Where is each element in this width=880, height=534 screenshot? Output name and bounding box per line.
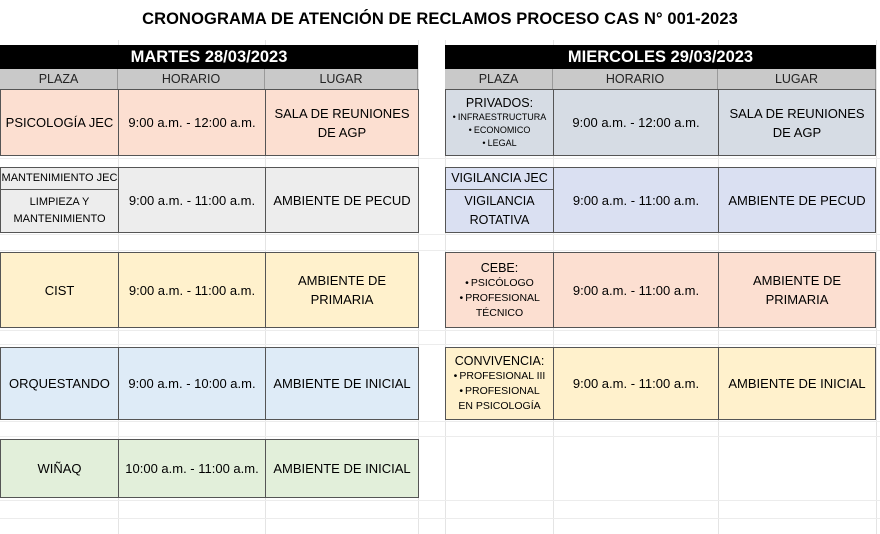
horario-cell: 9:00 a.m. - 11:00 a.m. (553, 167, 719, 233)
plaza-cell (445, 89, 554, 156)
lugar-cell: SALA DE REUNIONES DE AGP (265, 89, 419, 156)
plaza-cell: CIST (0, 252, 119, 328)
page-title: CRONOGRAMA DE ATENCIÓN DE RECLAMOS PROCESO CAS N° 001-2023 (142, 10, 738, 28)
day-header-tuesday: MARTES 28/03/2023 (0, 45, 418, 69)
plaza-cell (0, 167, 119, 233)
column-header-plaza: PLAZA (0, 69, 118, 89)
plaza-group-title: CONVIVENCIA: (454, 354, 545, 368)
lugar-cell: AMBIENTE DE PECUD (265, 167, 419, 233)
plaza-bottom-label: LIMPIEZA Y MANTENIMIENTO (13, 196, 106, 225)
lugar-cell: AMBIENTE DE INICIAL (265, 347, 419, 420)
column-header-horario: HORARIO (118, 69, 265, 89)
plaza-cell (445, 347, 554, 420)
horario-cell: 9:00 a.m. - 12:00 a.m. (118, 89, 266, 156)
plaza-cell: WIÑAQ (0, 439, 119, 498)
plaza-group-title: PRIVADOS: (465, 96, 534, 110)
plaza-item: • LEGAL (482, 137, 516, 150)
column-header-lugar: LUGAR (265, 69, 418, 89)
gridline (0, 330, 880, 331)
horario-cell: 9:00 a.m. - 11:00 a.m. (118, 252, 266, 328)
plaza-cell: ORQUESTANDO (0, 347, 119, 420)
gridline (0, 436, 880, 437)
plaza-item: • ECONOMICO (469, 124, 531, 137)
horario-cell: 9:00 a.m. - 11:00 a.m. (553, 252, 719, 328)
gridline (0, 500, 880, 501)
lugar-cell: AMBIENTE DE INICIAL (265, 439, 419, 498)
plaza-cell (445, 167, 554, 233)
horario-cell: 9:00 a.m. - 10:00 a.m. (118, 347, 266, 420)
horario-cell: 9:00 a.m. - 11:00 a.m. (553, 347, 719, 420)
gridline (0, 158, 880, 159)
day-header-wednesday: MIERCOLES 29/03/2023 (445, 45, 876, 69)
lugar-cell: AMBIENTE DE PRIMARIA (718, 252, 876, 328)
column-header-lugar: LUGAR (718, 69, 876, 89)
plaza-top-label: MANTENIMIENTO JEC (1, 172, 118, 184)
plaza-group-title: CEBE: (480, 260, 519, 275)
horario-cell: 9:00 a.m. - 11:00 a.m. (118, 167, 266, 233)
plaza-cell: PSICOLOGÍA JEC (0, 89, 119, 156)
horario-cell: 9:00 a.m. - 12:00 a.m. (553, 89, 719, 156)
column-header-horario: HORARIO (553, 69, 718, 89)
lugar-cell: AMBIENTE DE PRIMARIA (265, 252, 419, 328)
plaza-item: • PROFESIONAL EN PSICOLOGÍA (448, 384, 551, 414)
lugar-cell: AMBIENTE DE PECUD (718, 167, 876, 233)
gridline (0, 344, 880, 345)
gridline (0, 421, 880, 422)
horario-cell: 10:00 a.m. - 11:00 a.m. (118, 439, 266, 498)
lugar-cell: SALA DE REUNIONES DE AGP (718, 89, 876, 156)
plaza-item: • PSICÓLOGO (465, 276, 534, 291)
gridline (876, 40, 877, 534)
gridline (0, 250, 880, 251)
plaza-item: • INFRAESTRUCTURA (453, 111, 547, 124)
lugar-cell: AMBIENTE DE INICIAL (718, 347, 876, 420)
gridline (0, 234, 880, 235)
plaza-cell (445, 252, 554, 328)
gridline (0, 518, 880, 519)
plaza-item: • PROFESIONAL III (454, 369, 546, 384)
column-header-plaza: PLAZA (445, 69, 553, 89)
plaza-item: • PROFESIONAL TÉCNICO (446, 291, 554, 321)
plaza-bottom-label: VIGILANCIA ROTATIVA (464, 194, 535, 227)
plaza-top-label: VIGILANCIA JEC (451, 171, 548, 185)
